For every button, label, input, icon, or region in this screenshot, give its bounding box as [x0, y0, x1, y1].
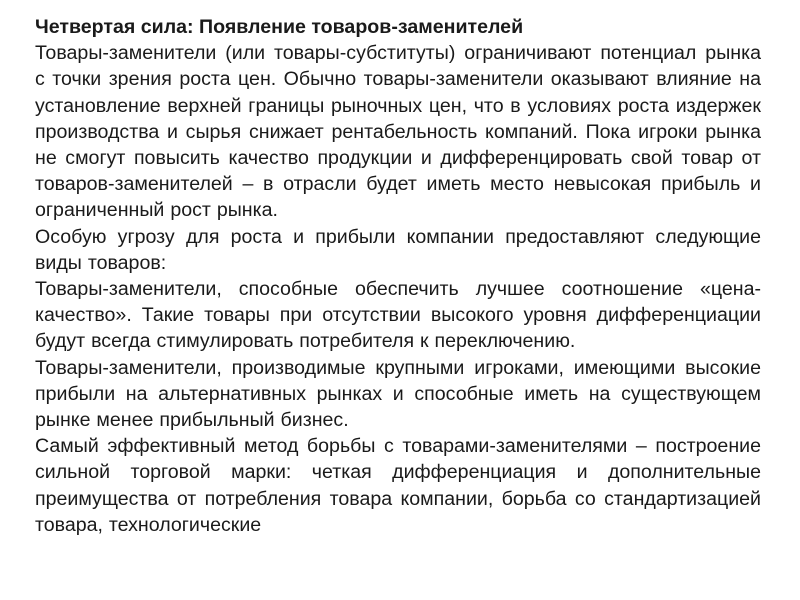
paragraph-brand-method: Самый эффективный метод борьбы с товарами-заменителями – построение сильной торговой марки: четкая дифференциация и дополнительные преимущества от потребления товара компании, борьба со стандартизацией товара, технологические — [35, 435, 761, 536]
paragraph-large-players: Товары-заменители, производимые крупными игроками, имеющими высокие прибыли на альтернативных рынках и способные иметь на существующем рынке менее прибыльный бизнес. — [35, 356, 761, 432]
paragraph-substitutes-intro: Товары-заменители (или товары-субституты) ограничивают потенциал рынка с точки зрения роста цен. Обычно товары-заменители оказывают влияние на установление верхней границы рыночных цен, что в условиях роста издержек производства и сырья снижает рентабельность компаний. Пока игроки рынка не смогут повысить качество продукции и дифференцировать свой товар от товаров-заменителей – в отрасли будет иметь место невысокая прибыль и ограниченный рост рынка. — [35, 42, 761, 222]
paragraph-threat-types: Особую угрозу для роста и прибыли компании предоставляют следующие виды товаров: — [35, 225, 761, 274]
slide-title: Четвертая сила: Появление товаров-заменителей — [35, 16, 524, 38]
paragraph-price-quality: Товары-заменители, способные обеспечить лучшее соотношение «цена-качество». Такие товары при отсутствии высокого уровня дифференциации будут всегда стимулировать потребителя к переключению. — [35, 278, 761, 353]
text-content — [35, 14, 761, 538]
